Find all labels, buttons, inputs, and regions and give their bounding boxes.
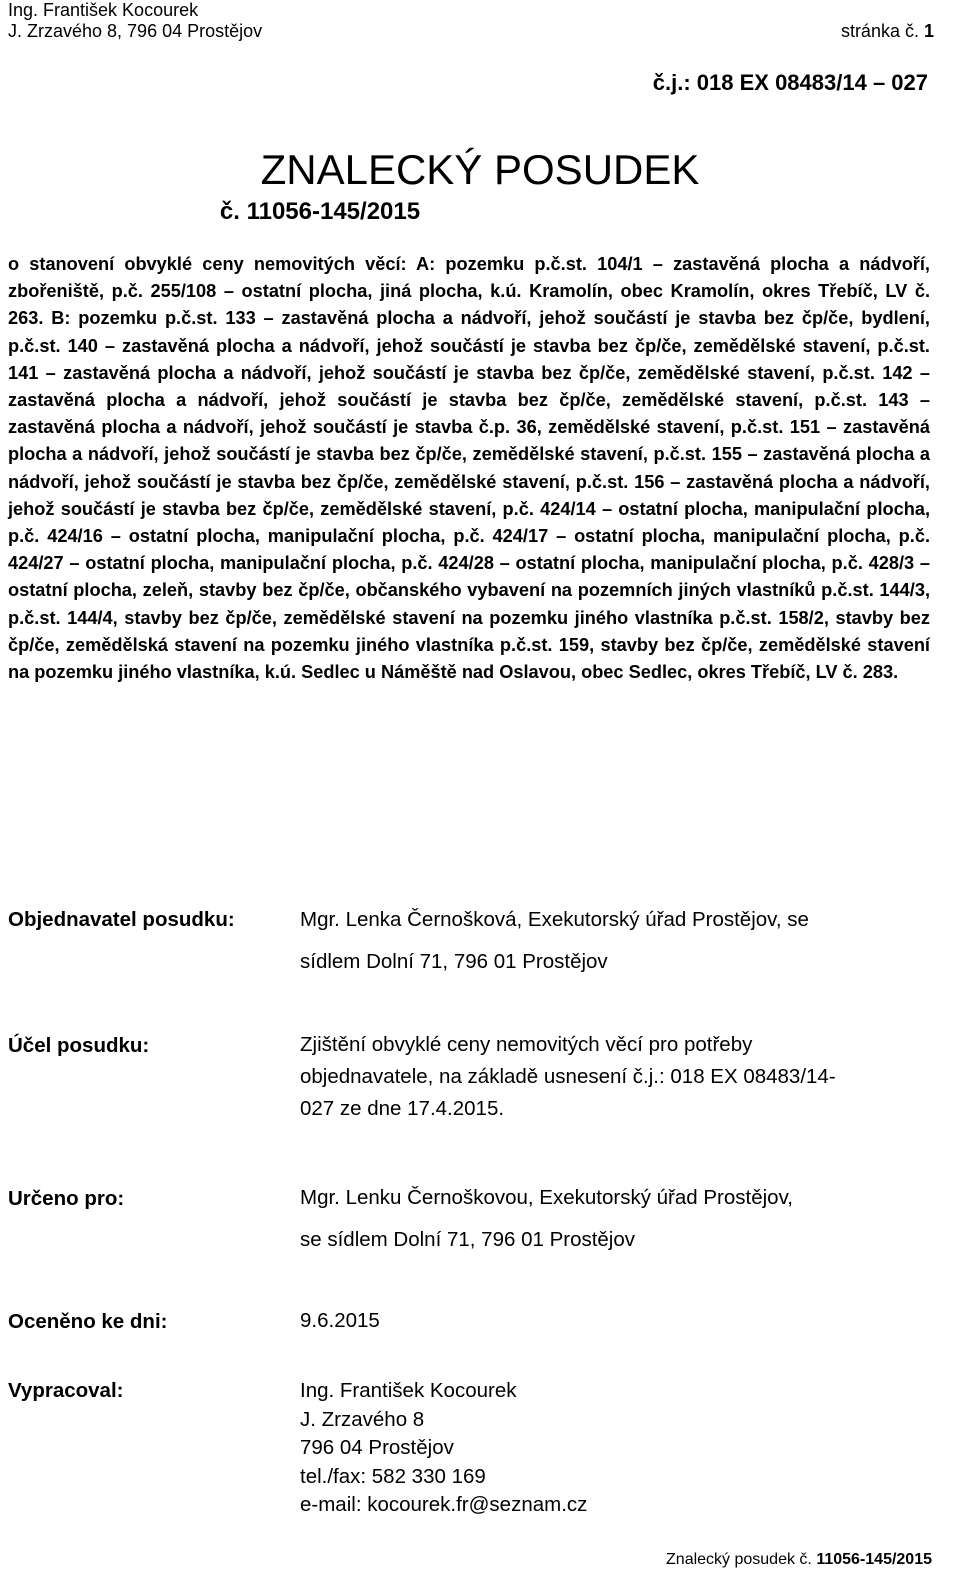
author-address: J. Zrzavého 8, 796 04 Prostějov (8, 21, 263, 41)
purpose-line: 027 ze dne 17.4.2015. (300, 1097, 505, 1120)
page-label: stránka č. (840, 21, 919, 41)
footer-number: 11056-145/2015 (816, 1551, 932, 1568)
prepared-by-line: tel./fax: 582 330 169 (300, 1464, 486, 1488)
subject-paragraph: o stanovení obvyklé ceny nemovitých věcí: A: pozemku p.č.st. 104/1 – zastavěná plocha a nádvoří, zbořeniště, p.č. 255/108 – ostatní plocha, jiná plocha, k.ú. Kramolín, obec Kramolín, okres Třebíč, LV č. 263. B: pozemku p.č.st. 133 – zastavěná plocha a nádvoří, jehož součástí je stavba bez čp/če, bydlení, p.č.st. 140 – zastavěná plocha a nádvoří, jehož součástí je stavba bez čp/če, zemědělské stavení, p.č.st. 141 – zastavěná plocha a nádvoří, jehož součástí je stavba bez čp/če, zemědělské stavení, p.č.st. 142 – zastavěná plocha a nádvoří, jehož součástí je stavba bez čp/če, zemědělské stavení, p.č.st. 143 – zastavěná plocha a nádvoří, jehož součástí je stavba č.p. 36, zemědělské stavení, p.č.st. 151 – zastavěná plocha a nádvoří, jehož součástí je stavba bez čp/če, zemědělské stavení, p.č.st. 155 – zastavěná plocha a nádvoří, jehož součástí je stavba bez čp/če, zemědělské stavení, p.č.st. 156 – zastavěná plocha a nádvoří, jehož součástí je stavba bez čp/če, zemědělské stavení, p.č. 424/14 – ostatní plocha, manipulační plocha, p.č. 424/16 – ostatní plocha, manipulační plocha, p.č. 424/17 – ostatní plocha, manipulační plocha, p.č. 424/27 – ostatní plocha, manipulační plocha, p.č. 424/28 – ostatní plocha, manipulační plocha, p.č. 428/3 – ostatní plocha, zeleň, stavby bez čp/če, občanského vybavení na pozemních jiných vlastníků p.č.st. 144/3, p.č.st. 144/4, stavby bez čp/če, zemědělské stavení na pozemku jiného vlastníka p.č.st. 158/2, stavby bez čp/če, zemědělská stavení na pozemku jiného vlastníka p.č.st. 159, stavby bez čp/če, zemědělské stavení na pozemku jiného vlastníka, k.ú. Sedlec u Náměště nad Oslavou, obec Sedlec, okres Třebíč, LV č. 283. (8, 254, 930, 683)
purpose-line: Zjištění obvyklé ceny nemovitých věcí pro potřeby (300, 1033, 753, 1056)
prepared-by-line: J. Zrzavého 8 (300, 1407, 425, 1431)
client-label: Objednavatel posudku: (8, 908, 235, 931)
prepared-by-value (300, 1377, 952, 1520)
case-number: č.j.: 018 EX 08483/14 – 027 (652, 70, 928, 95)
footer-label: Znalecký posudek č. (666, 1551, 812, 1568)
page-footer (666, 1550, 932, 1570)
intended-for-value (300, 1182, 952, 1256)
client-line: sídlem Dolní 71, 796 01 Prostějov (300, 950, 608, 973)
valuation-date-value (300, 1305, 952, 1337)
purpose-label: Účel posudku: (8, 1034, 150, 1057)
page-indicator (841, 21, 934, 42)
client-line: Mgr. Lenka Černošková, Exekutorský úřad Prostějov, se (300, 908, 809, 931)
purpose-value (300, 1029, 952, 1125)
prepared-by-email: e-mail: kocourek.fr@seznam.cz (300, 1493, 588, 1516)
document-number: č. 11056-145/2015 (219, 198, 421, 225)
intended-for-line: Mgr. Lenku Černoškovou, Exekutorský úřad Prostějov, (300, 1186, 793, 1209)
prepared-by-line: 796 04 Prostějov (300, 1436, 454, 1459)
valuation-date-label: Oceněno ke dni: (8, 1310, 168, 1333)
intended-for-line: se sídlem Dolní 71, 796 01 Prostějov (300, 1228, 636, 1251)
prepared-by-label: Vypracoval: (8, 1379, 124, 1402)
header-author (8, 0, 262, 42)
client-value (300, 904, 952, 978)
intended-for-label: Určeno pro: (8, 1187, 125, 1210)
valuation-date: 9.6.2015 (300, 1309, 380, 1332)
document-title: ZNALECKÝ POSUDEK (260, 146, 700, 193)
purpose-line: objednavatele, na základě usnesení č.j.: 018 EX 08483/14- (300, 1065, 836, 1088)
page-number: 1 (923, 21, 934, 41)
prepared-by-line: Ing. František Kocourek (300, 1379, 517, 1402)
author-name: Ing. František Kocourek (8, 0, 199, 20)
